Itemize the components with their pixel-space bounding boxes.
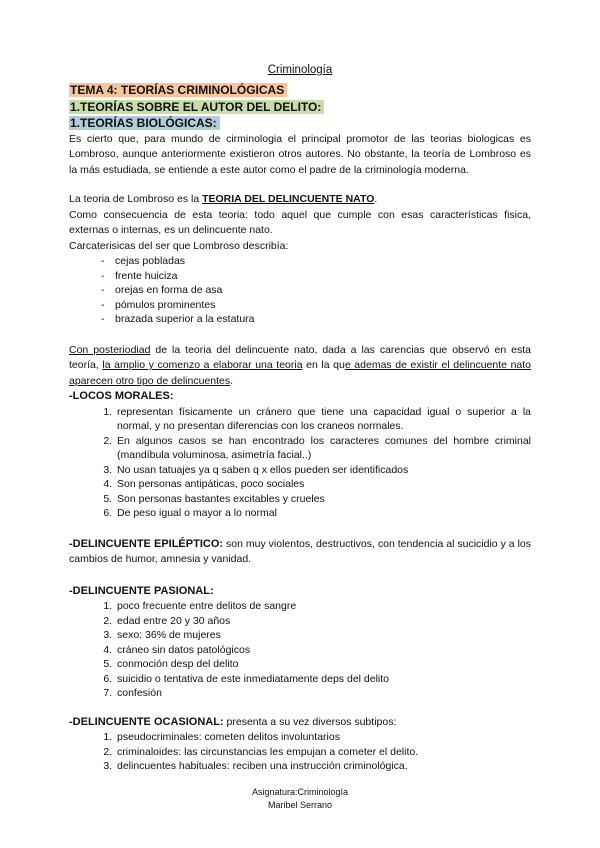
locos-heading: -LOCOS MORALES:: [69, 390, 174, 402]
nato-pre: La teoria de Lombroso es la: [69, 193, 203, 205]
ocasional-item: 2. criminaloides: las circunstancias les empujan a cometer el delito.: [115, 745, 531, 760]
intro-paragraph: Es cierto que, para mundo de cirminologia el principal promotor de las teorias biologicas es Lombroso, aunque anteriormente existieron otros autores. No obstante, la teoría de Lombroso es la más estudiada, se entiende a este autor como el padre de la criminología moderna.: [69, 132, 531, 176]
posterior-text-1: de la teoria del delincuente nato, dada a las carencias que observó en esta teoría,: [69, 343, 531, 371]
ocasional-paragraph: [69, 715, 531, 731]
heading-biologicas-highlight: 1.TEORÍAS BIOLÓGICAS:: [69, 116, 220, 130]
locos-item: 2. En algunos casos se han encontrado los caracteres comunes del hombre criminal (mandíbula voluminosa, asimetría facial..): [115, 434, 531, 463]
nato-paragraph: [69, 192, 531, 208]
pasional-item: 2. edad entre 20 y 30 años: [115, 614, 531, 629]
nato-emphasis: TEORIA DEL DELINCUENTE NATO: [202, 193, 375, 205]
page-title: [69, 62, 531, 78]
heading-tema-highlight: TEMA 4: TEORÍAS CRIMINOLÓGICAS: [69, 83, 287, 97]
heading-autor-delito: [69, 99, 531, 116]
posterior-underline-2: la amplio y comenzo a elaborar una teoria: [102, 359, 303, 371]
trait-item: - orejas en forma de asa: [115, 283, 531, 298]
pasional-item: 5. conmoción desp del delito: [115, 657, 531, 672]
locos-item: 4. Son personas antipáticas, poco sociales: [115, 477, 531, 492]
heading-autor-delito-highlight: 1.TEORÍAS SOBRE EL AUTOR DEL DELITO:: [69, 100, 324, 114]
pasional-heading: -DELINCUENTE PASIONAL:: [69, 584, 214, 597]
ocasional-item: 3. delincuentes habituales: reciben una instrucción criminológica.: [115, 759, 531, 774]
page-title-text: Criminología: [267, 64, 333, 76]
nato-post: .: [374, 193, 378, 205]
trait-item: - cejas pobladas: [115, 254, 531, 269]
locos-item: 1. representan físicamente un cránero que tiene una capacidad igual o superior a la normal, y no presentan diferencias con los craneos normales.: [115, 405, 531, 434]
ocasional-item: 1. pseudocriminales: cometen delitos involuntarios: [115, 730, 531, 745]
posterior-text-2: en la qu: [302, 359, 345, 371]
locos-item: 6. De peso igual o mayor a lo normal: [115, 506, 531, 521]
posterior-underline-1: Con posteriodiad: [69, 343, 151, 356]
trait-item: - frente huiciza: [115, 269, 531, 284]
posterior-text-3: .: [230, 374, 234, 387]
traits-list: [69, 254, 531, 327]
pasional-item: 3. sexo: 36% de mujeres: [115, 628, 531, 643]
ocasional-list: [69, 730, 531, 774]
epileptico-text: son muy violentos, destructivos, con tendencia al sucicidio y a los cambios de humor, amnesia y vanidad.: [69, 537, 531, 565]
pasional-item: 6. suicidio o tentativa de este inmediatamente deps del delito: [115, 672, 531, 687]
posterior-underline-3: e ademas de existir el delincuente nato aparecen otro tipo de delincuentes: [69, 359, 531, 387]
ocasional-text: presenta a su vez diversos subtipos:: [223, 715, 397, 728]
ocasional-heading: -DELINCUENTE OCASIONAL:: [69, 715, 224, 728]
posterior-paragraph: [69, 343, 531, 390]
page-footer: [0, 786, 600, 812]
traits-label: Carcaterisicas del ser que Lombroso describía:: [69, 239, 289, 252]
epileptico-heading: -DELINCUENTE EPILÉPTICO:: [69, 537, 224, 550]
heading-biologicas: [69, 115, 531, 132]
footer-author: Maribel Serrano: [267, 800, 333, 810]
pasional-item: 4. cráneo sin datos patológicos: [115, 643, 531, 658]
consequence-paragraph: Como consecuencia de esta teoria: todo aquel que cumple con esas características fisica, externas o internas, es un delincuente nato.: [69, 208, 531, 236]
heading-tema: [69, 82, 531, 99]
pasional-item: 7. confesión: [115, 686, 531, 701]
locos-item: 5. Son personas bastantes excitables y crueles: [115, 492, 531, 507]
trait-item: - brazada superior a la estatura: [115, 312, 531, 327]
pasional-item: 1. poco frecuente entre delitos de sangre: [115, 599, 531, 614]
locos-list: [69, 405, 531, 521]
trait-item: - pómulos prominentes: [115, 298, 531, 313]
pasional-list: [69, 599, 531, 701]
locos-item: 3. No usan tatuajes ya q saben q x ellos pueden ser identificados: [115, 463, 531, 478]
footer-course: Asignatura:Criminología: [251, 787, 349, 797]
epileptico-paragraph: [69, 537, 531, 568]
